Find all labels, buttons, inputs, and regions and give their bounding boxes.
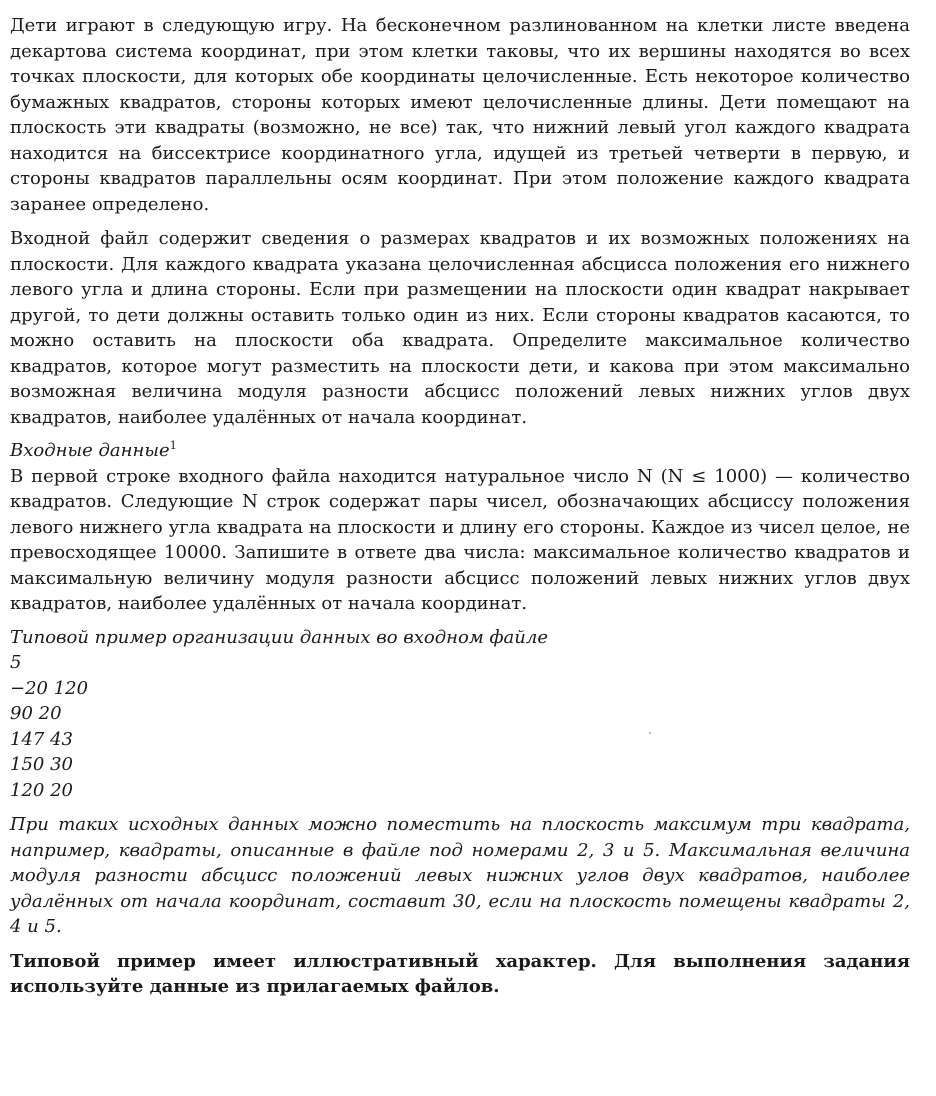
example-line: 147 43 [10,728,73,750]
example-explanation: При таких исходных данных можно поместить на плоскость максимум три квадрата, например, квадраты, описанные в файле под номерами 2, 3 и 5. Максимальная величина модуля разности абсцисс положений левых нижних углов двух квадратов, наиболее удалённых от начала координат, составит 30, если на плоскость помещены квадраты 2, 4 и 5. [10,814,910,937]
example-heading: Типовой пример организации данных во входном файле [10,626,548,648]
illustrative-note: Типовой пример имеет иллюстративный характер. Для выполнения задания используйте данные из прилагаемых файлов. [10,950,910,997]
intro-paragraph: Дети играют в следующую игру. На бесконечном разлинованном на клетки листе введена декартова система координат, при этом клетки таковы, что их вершины находятся во всех точках плоскости, для которых обе координаты целочисленные. Есть некоторое количество бумажных квадратов, стороны которых имеют целочисленные длины. Дети помещают на плоскость эти квадраты (возможно, не все) так, что нижний левый угол каждого квадрата находится на биссектрисе координатного угла, идущей из третьей четверти в первую, и стороны квадратов параллельны осям координат. При этом положение каждого квадрата заранее определено. [10,15,910,215]
scan-speck [649,732,651,734]
example-line: 90 20 [10,703,62,724]
input-description-paragraph: В первой строке входного файла находится натуральное число N (N ≤ 1000) — количество квадратов. Следующие N строк содержат пары чисел, обозначающих абсциссу положения левого нижнего угла квадрата на плоскости и длину его стороны. Каждое из чисел целое, не превосходящее 10000. Запишите в ответе два числа: максимальное количество квадратов и максимальную величину модуля разности абсцисс положений левых нижних углов двух квадратов, наиболее удалённых от начала координат. [10,465,910,614]
input-data-heading-text: Входные данные [10,440,170,461]
example-line: 5 [10,652,22,673]
example-data [10,650,910,803]
example-line: −20 120 [10,677,89,699]
footnote-marker: 1 [169,439,177,452]
input-data-heading [10,438,910,464]
task-paragraph: Входной файл содержит сведения о размерах квадратов и их возможных положениях на плоскости. Для каждого квадрата указана целочисленная абсцисса положения его нижнего левого угла и длина стороны. Если при размещении на плоскости один квадрат накрывает другой, то дети должны оставить только один из них. Если стороны квадратов касаются, то можно оставить на плоскости оба квадрата. Определите максимальное количество квадратов, которое могут разместить на плоскости дети, и какова при этом максимально возможная величина модуля разности абсцисс положений левых нижних углов двух квадратов, наиболее удалённых от начала координат. [10,228,910,428]
example-line: 120 20 [10,779,73,801]
example-line: 150 30 [10,754,73,775]
